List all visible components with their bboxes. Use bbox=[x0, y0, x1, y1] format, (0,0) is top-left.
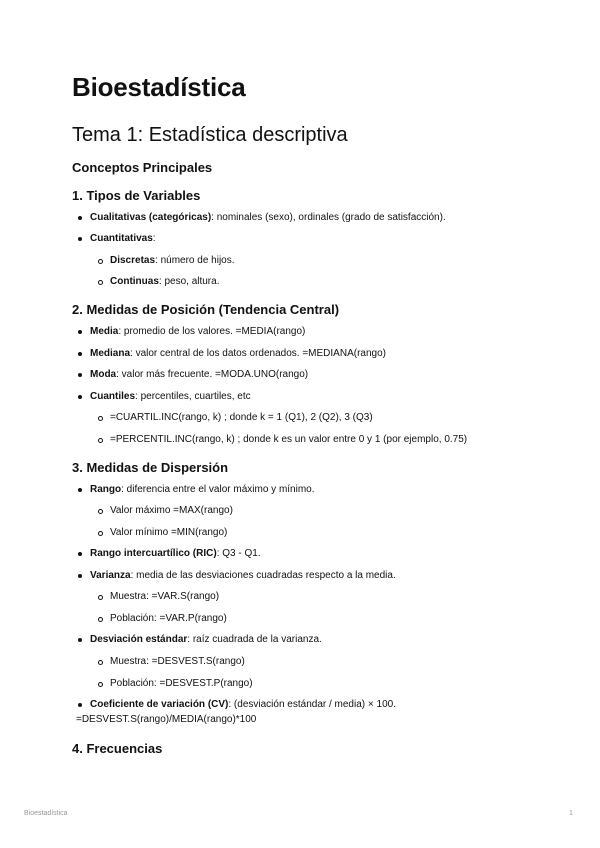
page-subtitle: Tema 1: Estadística descriptiva bbox=[72, 124, 348, 146]
section-heading-main: Conceptos Principales bbox=[72, 160, 213, 175]
bullet-icon bbox=[78, 373, 82, 377]
bullet-icon bbox=[78, 330, 82, 334]
circle-bullet-icon bbox=[98, 660, 103, 665]
bullet-icon bbox=[78, 488, 82, 492]
section-heading-frecuencias: 4. Frecuencias bbox=[72, 741, 163, 756]
bullet-icon bbox=[78, 216, 82, 220]
circle-bullet-icon bbox=[98, 438, 103, 443]
page-title: Bioestadística bbox=[72, 72, 246, 102]
footer-page-number: 1 bbox=[569, 810, 573, 817]
footer-title: Bioestadística bbox=[24, 810, 68, 817]
bullet-icon bbox=[78, 395, 82, 399]
circle-bullet-icon bbox=[98, 416, 103, 421]
section-heading-posicion: 2. Medidas de Posición (Tendencia Central) bbox=[72, 302, 340, 317]
bullet-icon bbox=[78, 574, 82, 578]
circle-bullet-icon bbox=[98, 280, 103, 285]
circle-bullet-icon bbox=[98, 617, 103, 622]
bullet-icon bbox=[78, 638, 82, 642]
circle-bullet-icon bbox=[98, 682, 103, 687]
circle-bullet-icon bbox=[98, 531, 103, 536]
bullet-icon bbox=[78, 237, 82, 241]
circle-bullet-icon bbox=[98, 259, 103, 264]
bullet-icon bbox=[78, 552, 82, 556]
section-heading-dispersion: 3. Medidas de Dispersión bbox=[72, 460, 229, 475]
bullet-icon bbox=[78, 703, 82, 707]
section-heading-tipos: 1. Tipos de Variables bbox=[72, 188, 201, 203]
bullet-icon bbox=[78, 352, 82, 356]
circle-bullet-icon bbox=[98, 595, 103, 600]
circle-bullet-icon bbox=[98, 509, 103, 514]
